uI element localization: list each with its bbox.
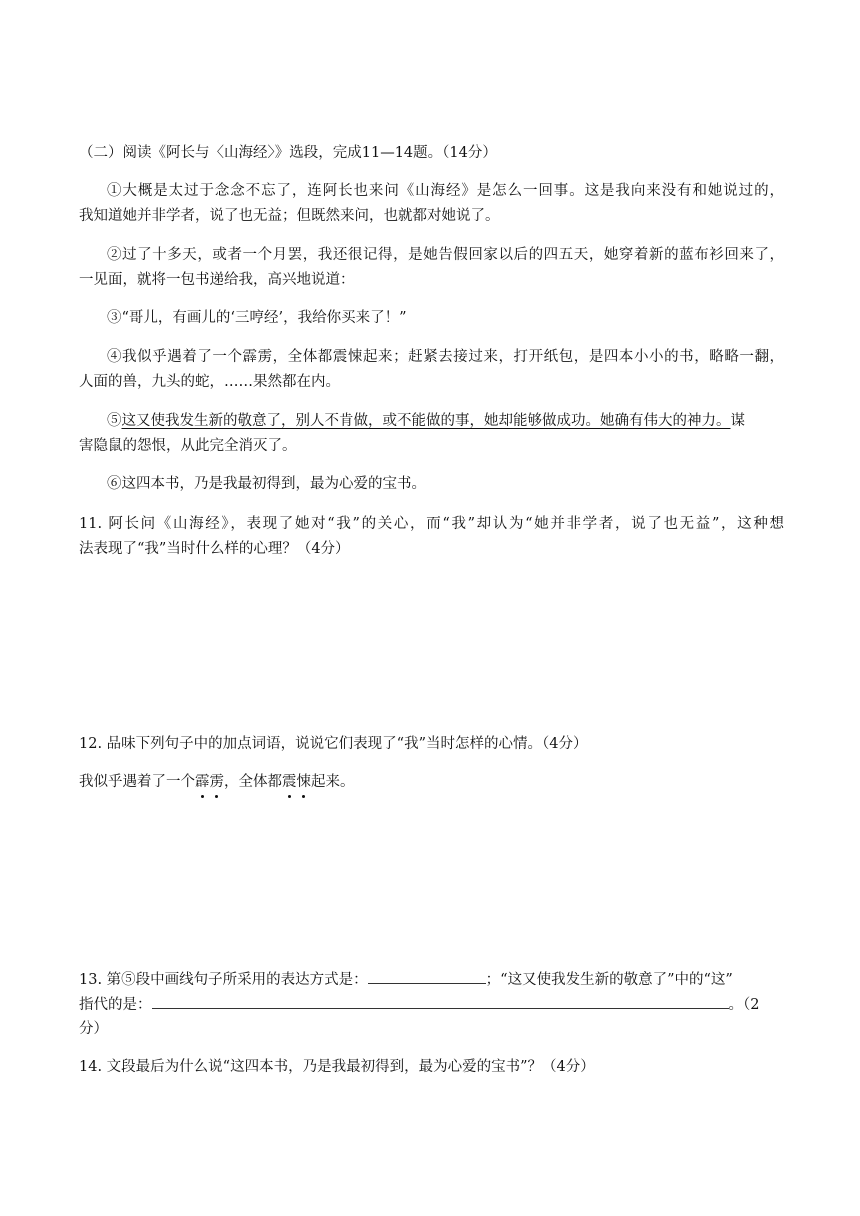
dotted-word-char: 雳 — [209, 774, 224, 790]
question-13-text: 。（2 — [728, 997, 760, 1013]
passage-paragraph-1-line-2: 我知道她并非学者，说了也无益；但既然来问，也就都对她说了。 — [79, 208, 500, 224]
sentence-text: 起来。 — [311, 774, 355, 790]
passage-paragraph-2-line-1: ②过了十多天，或者一个月罢，我还很记得，是她告假回家以后的四五天，她穿着新的蓝布衫回来了， — [107, 247, 784, 263]
question-13-line-2 — [79, 994, 784, 1015]
passage-paragraph-4-line-2: 人面的兽，九头的蛇，……果然都在内。 — [79, 374, 340, 390]
question-13-text: ；“这又使我发生新的敬意了”中的“这” — [485, 972, 733, 988]
question-11-line-2: 法表现了“我”当时什么样的心理？（4分） — [79, 541, 350, 557]
dotted-word-char: 霹 — [195, 774, 210, 790]
underlined-sentence: 这又使我发生新的敬意了，别人不肯做，或不能做的事，她却能够做成功。她确有伟大的神力。 — [121, 413, 731, 429]
passage-paragraph-1-line-1: ①大概是太过于念念不忘了，连阿长也来问《山海经》是怎么一回事。这是我向来没有和她说过的， — [107, 183, 784, 199]
passage-paragraph-3: ③“哥儿，有画儿的‘三哼经’，我给你买来了！” — [107, 310, 407, 326]
question-13-line-1 — [79, 969, 784, 990]
passage-paragraph-6: ⑥这四本书，乃是我最初得到，最为心爱的宝书。 — [107, 476, 426, 492]
answer-blank-expression[interactable] — [368, 969, 486, 984]
question-13-text: 指代的是： — [79, 997, 152, 1013]
paragraph-5-rest: 谋 — [730, 413, 745, 429]
paragraph-5-number: ⑤ — [107, 413, 122, 429]
dotted-word-char: 悚 — [296, 774, 311, 790]
question-11-line-1: 11. 阿长问《山海经》，表现了她对“我”的关心，而“我”却认为“她并非学者，说了也无益”，这种想 — [79, 516, 784, 532]
passage-paragraph-2-line-2: 一见面，就将一包书递给我，高兴地说道： — [79, 272, 355, 288]
question-13-text: 13. 第⑤段中画线句子所采用的表达方式是： — [79, 972, 368, 988]
section-title: （二）阅读《阿长与〈山海经〉》选段，完成11—14题。（14分） — [79, 145, 497, 161]
question-14: 14. 文段最后为什么说“这四本书，乃是我最初得到，最为心爱的宝书”？（4分） — [79, 1059, 595, 1075]
question-13-line-3: 分） — [79, 1021, 108, 1037]
sentence-text: 我似乎遇着了一个 — [79, 774, 195, 790]
passage-paragraph-4-line-1: ④我似乎遇着了一个霹雳，全体都震悚起来；赶紧去接过来，打开纸包，是四本小小的书，略略一翻， — [107, 349, 784, 365]
question-12-prompt: 12. 品味下列句子中的加点词语，说说它们表现了“我”当时怎样的心情。（4分） — [79, 736, 588, 752]
answer-blank-reference[interactable] — [152, 994, 729, 1009]
question-12-sentence — [79, 772, 784, 792]
passage-paragraph-5-line-2: 害隐鼠的怨恨，从此完全消灭了。 — [79, 438, 297, 454]
dotted-word-char: 震 — [282, 774, 297, 790]
passage-paragraph-5-line-1 — [107, 411, 784, 431]
sentence-text: ，全体都 — [224, 774, 282, 790]
